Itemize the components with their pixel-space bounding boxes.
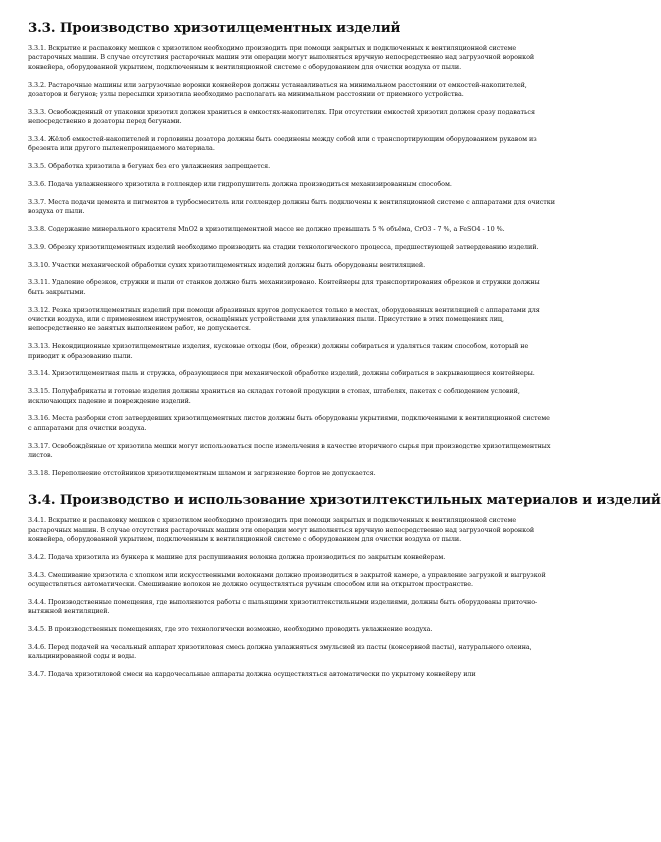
section-heading: 3.3. Производство хризотилцементных изделий [28,20,401,36]
section-3-3 [28,20,555,478]
paragraph-3-4-2: 3.4.2. Подача хризотила из бункера к машине для распушивания волокна должна производиться по закрытым конвейерам. [28,552,446,561]
paragraph-3-3-14: 3.3.14. Хризотилцементная пыль и стружка, образующиеся при механической обработке изделий, должны собираться в закрывающиеся контейнеры. [28,369,535,378]
paragraph-3-3-18: 3.3.18. Переполнение отстойников хризотилцементным шламом и загрязнение бортов не допускается. [28,468,376,477]
paragraph-3-4-5: 3.4.5. В производственных помещениях, где это технологически возможно, необходимо проводить увлажнение воздуха. [28,625,433,634]
paragraph-3-3-3: 3.3.3. Освобожденный от упаковки хризотил должен храниться в емкостях-накопителях. При отсутствии емкостей хризотил должен сразу подаваться непосредственно в дозаторы перед бегунами. [28,107,535,126]
paragraph-3-3-15: 3.3.15. Полуфабрикаты и готовые изделия должны храниться на складах готовой продукции в стопах, штабелях, пакетах с соблюдением условий, исключающих падение и повреждение изделий. [28,387,520,405]
paragraph-3-3-17: 3.3.17. Освобождённые от хризотила мешки могут использоваться после измельчения в качестве вторичного сырья при производстве хризотилцементных листов. [28,441,551,460]
paragraph-3-4-7: 3.4.7. Подача хризотиловой смеси на кардочесальные аппараты должна осуществляться автоматически по укрытому конвейеру или [28,670,476,679]
paragraph-3-3-8: 3.3.8. Содержание минерального красителя MnO2 в хризотилцементной массе не должно превышать 5 % объёма, CrO3 - 7 %, а FeSO4 - 10 %. [28,225,505,234]
paragraph-3-3-16: 3.3.16. Места разборки стоп затвердевших хризотилцементных листов должны быть оборудованы укрытиями, подключенными к вентиляционной системе с аппаратами для очистки воздуха. [28,414,550,432]
document-page [28,20,661,688]
paragraph-3-3-2: 3.3.2. Растарочные машины или загрузочные воронки конвейеров должны устанавливаться на минимальном расстоянии от емкостей-накопителей, дозаторов и бегунов; узлы пересыпки хризотила необходимо располагать на минимальном расстоянии от приемного устройства. [28,80,527,99]
paragraph-3-3-11: 3.3.11. Удаление обрезков, стружки и пыли от станков должно быть механизировано. Контейнеры для транспортирования обрезков и стружки должны быть закрытыми. [28,278,540,296]
paragraph-3-3-13: 3.3.13. Некондиционные хризотилцементные изделия, кусковые отходы (бои, обрезки) должны собираться и удаляться таким способом, который не приводит к образованию пыли. [28,342,529,360]
paragraph-3-4-6: 3.4.6. Перед подачей на чесальный аппарат хризотиловая смесь должна увлажняться эмульсией из пасты (консервной пасты), натурального олеина, кальцинированной соды и воды. [28,642,532,661]
paragraph-3-3-1: 3.3.1. Вскрытие и распаковку мешков с хризотилом необходимо производить при помощи закрытых и подключенных к вентиляционной системе растарочных машин. В случае отсутствия растарочных машин эти операции могут выполняться вручную непосредственно над загрузочной воронкой конвейера, оборудованной укрытием, подключенным к вентиляционной системе с оборудованием для очистки воздуха от пыли. [28,44,535,71]
paragraph-3-3-9: 3.3.9. Обрезку хризотилцементных изделий необходимо производить на стадии технологического процесса, предшествующей затвердеванию изделий. [28,242,539,251]
paragraph-3-3-5: 3.3.5. Обработка хризотила в бегунах без его увлажнения запрещается. [28,162,271,171]
section-heading: 3.4. Производство и использование хризотилтекстильных материалов и изделий [28,492,661,509]
section-3-4 [28,492,661,679]
paragraph-3-3-4: 3.3.4. Жёлоб емкостей-накопителей и горловины дозатора должны быть соединены между собой или с транспортирующим оборудованием рукавом из брезента или другого пыленепроницаемого материала. [28,135,537,153]
paragraph-3-3-7: 3.3.7. Места подачи цемента и пигментов в турбосмеситель или голлендер должны быть подключены к вентиляционной системе с аппаратами для очистки воздуха от пыли. [28,197,555,216]
paragraph-3-3-10: 3.3.10. Участки механической обработки сухих хризотилцементных изделий должны быть оборудованы вентиляцией. [28,260,426,269]
paragraph-3-3-6: 3.3.6. Подача увлажненного хризотила в голлендер или гидропушитель должна производиться механизированным способом. [28,180,452,189]
paragraph-3-4-4: 3.4.4. Производственные помещения, где выполняются работы с пыльящими хризотилтекстильными изделиями, должны быть оборудованы приточно-вытяжной вентиляцией. [28,597,538,616]
paragraph-3-3-12: 3.3.12. Резка хризотилцементных изделий при помощи абразивных кругов допускается только в местах, оборудованных вентиляцией с аппаратами для очистки воздуха, или с применением инструментов, оснащённых устройствами для улавливания пыли. Присутствие в этих помещениях лиц, непосредственно не занятых выполнением работ, не допускается. [28,305,540,333]
paragraph-3-4-3: 3.4.3. Смешивание хризотила с хлопком или искусственными волокнами должно производиться в закрытой камере, а управление загрузкой и выгрузкой осуществляться автоматически. Смешивание волокон не должно осуществляться ручным способом или на открытом пространстве. [28,570,546,589]
paragraph-3-4-1: 3.4.1. Вскрытие и распаковку мешков с хризотилом необходимо производить при помощи закрытых и подключенных к вентиляционной системе растарочных машин. В случае отсутствия растарочных машин эти операции могут выполняться вручную непосредственно над загрузочной воронкой конвейера, оборудованной укрытием, подключенным к вентиляционной системе с оборудованием для очистки воздуха от пыли. [28,516,535,544]
